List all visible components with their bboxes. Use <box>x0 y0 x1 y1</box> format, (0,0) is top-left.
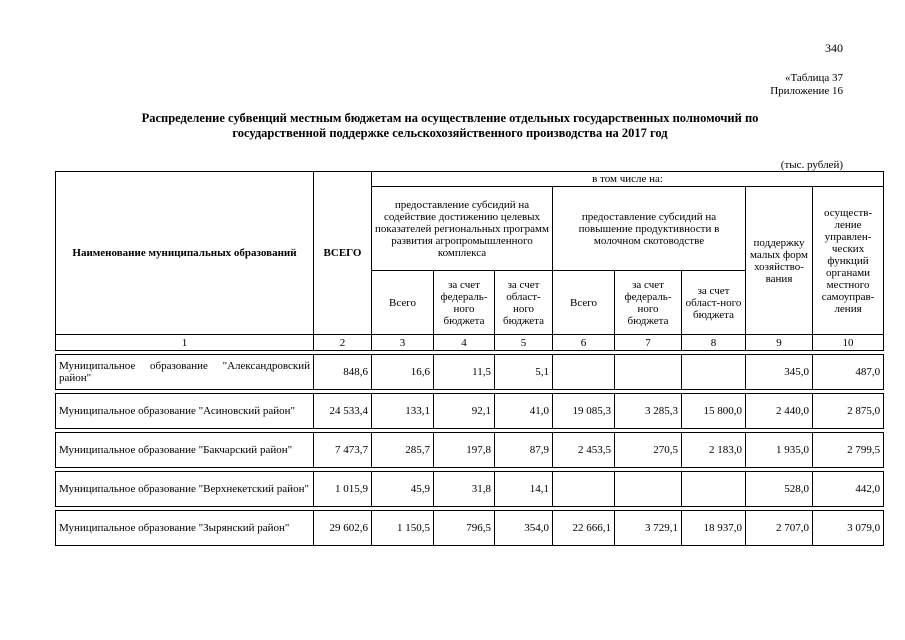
cell-dairy-regional: 18 937,0 <box>682 511 746 546</box>
municipality-name: Муниципальное образование "Асиновский район" <box>56 394 314 429</box>
header-sub-federal: за счет федераль-ного бюджета <box>434 271 495 335</box>
column-index: 4 <box>434 335 495 351</box>
column-index: 6 <box>553 335 615 351</box>
cell-dairy-total <box>553 472 615 507</box>
column-index: 1 <box>56 335 314 351</box>
cell-dairy-federal: 3 729,1 <box>615 511 682 546</box>
cell-dairy-federal: 270,5 <box>615 433 682 468</box>
cell-dairy-regional <box>682 355 746 390</box>
table-row <box>56 433 884 468</box>
table-row <box>56 355 884 390</box>
cell-agro-regional: 87,9 <box>495 433 553 468</box>
page-number: 340 <box>825 41 843 55</box>
header-including: в том числе на: <box>372 172 884 187</box>
cell-total: 29 602,6 <box>314 511 372 546</box>
municipality-name: Муниципальное образование "Александровский район" <box>56 355 314 390</box>
cell-small-farms: 528,0 <box>746 472 813 507</box>
cell-management: 3 079,0 <box>813 511 884 546</box>
municipality-name: Муниципальное образование "Бакчарский район" <box>56 433 314 468</box>
table-reference <box>770 72 843 98</box>
units-label: (тыс. рублей) <box>780 159 843 171</box>
header-total-column: ВСЕГО <box>314 172 372 335</box>
cell-total: 24 533,4 <box>314 394 372 429</box>
column-index: 2 <box>314 335 372 351</box>
cell-small-farms: 2 440,0 <box>746 394 813 429</box>
header-name-column: Наименование муниципальных образований <box>56 172 314 335</box>
cell-agro-total: 45,9 <box>372 472 434 507</box>
document-title-line-1: Распределение субвенций местным бюджетам на осуществление отдельных государственных полномочий по <box>141 111 759 125</box>
cell-dairy-total: 2 453,5 <box>553 433 615 468</box>
appendix-reference-line: Приложение 16 <box>770 85 843 97</box>
table-row <box>56 394 884 429</box>
header-sub-regional: за счет област-ного бюджета <box>495 271 553 335</box>
cell-dairy-total <box>553 355 615 390</box>
cell-agro-federal: 796,5 <box>434 511 495 546</box>
cell-agro-federal: 197,8 <box>434 433 495 468</box>
header-sub-federal: за счет федераль-ного бюджета <box>615 271 682 335</box>
cell-agro-federal: 31,8 <box>434 472 495 507</box>
header-sub-total: Всего <box>372 271 434 335</box>
cell-agro-total: 133,1 <box>372 394 434 429</box>
table-reference-line: «Таблица 37 <box>784 72 843 84</box>
cell-total: 848,6 <box>314 355 372 390</box>
cell-small-farms: 345,0 <box>746 355 813 390</box>
cell-dairy-regional <box>682 472 746 507</box>
document-title <box>60 111 840 141</box>
document-title-line-2: государственной поддержке сельскохозяйственного производства на 2017 год <box>232 126 668 140</box>
cell-total: 7 473,7 <box>314 433 372 468</box>
cell-agro-regional: 354,0 <box>495 511 553 546</box>
cell-management: 487,0 <box>813 355 884 390</box>
cell-dairy-regional: 15 800,0 <box>682 394 746 429</box>
subvention-table <box>55 171 884 546</box>
cell-dairy-total: 22 666,1 <box>553 511 615 546</box>
cell-agro-total: 16,6 <box>372 355 434 390</box>
cell-management: 442,0 <box>813 472 884 507</box>
cell-agro-federal: 11,5 <box>434 355 495 390</box>
table-row <box>56 511 884 546</box>
cell-dairy-federal <box>615 355 682 390</box>
header-group-agro-programs: предоставление субсидий на содействие достижению целевых показателей региональных программ развития агропромышленного комплекса <box>372 187 553 271</box>
column-index: 9 <box>746 335 813 351</box>
cell-dairy-regional: 2 183,0 <box>682 433 746 468</box>
cell-agro-regional: 41,0 <box>495 394 553 429</box>
column-index: 10 <box>813 335 884 351</box>
column-index: 3 <box>372 335 434 351</box>
cell-small-farms: 1 935,0 <box>746 433 813 468</box>
cell-agro-regional: 14,1 <box>495 472 553 507</box>
municipality-name: Муниципальное образование "Зырянский район" <box>56 511 314 546</box>
cell-management: 2 875,0 <box>813 394 884 429</box>
cell-agro-regional: 5,1 <box>495 355 553 390</box>
header-group-dairy: предоставление субсидий на повышение продуктивности в молочном скотоводстве <box>553 187 746 271</box>
header-small-farms: поддержку малых форм хозяйство-вания <box>746 187 813 335</box>
cell-dairy-total: 19 085,3 <box>553 394 615 429</box>
column-index: 8 <box>682 335 746 351</box>
table-row <box>56 472 884 507</box>
header-sub-total: Всего <box>553 271 615 335</box>
column-index: 5 <box>495 335 553 351</box>
cell-agro-total: 285,7 <box>372 433 434 468</box>
header-sub-regional: за счет област-ного бюджета <box>682 271 746 335</box>
cell-agro-federal: 92,1 <box>434 394 495 429</box>
cell-management: 2 799,5 <box>813 433 884 468</box>
cell-dairy-federal: 3 285,3 <box>615 394 682 429</box>
cell-agro-total: 1 150,5 <box>372 511 434 546</box>
column-index-row <box>56 335 884 351</box>
municipality-name: Муниципальное образование "Верхнекетский район" <box>56 472 314 507</box>
column-index: 7 <box>615 335 682 351</box>
cell-small-farms: 2 707,0 <box>746 511 813 546</box>
cell-dairy-federal <box>615 472 682 507</box>
cell-total: 1 015,9 <box>314 472 372 507</box>
header-management-functions: осуществ-ление управлен-ческих функций органами местного самоуправ-ления <box>813 187 884 335</box>
